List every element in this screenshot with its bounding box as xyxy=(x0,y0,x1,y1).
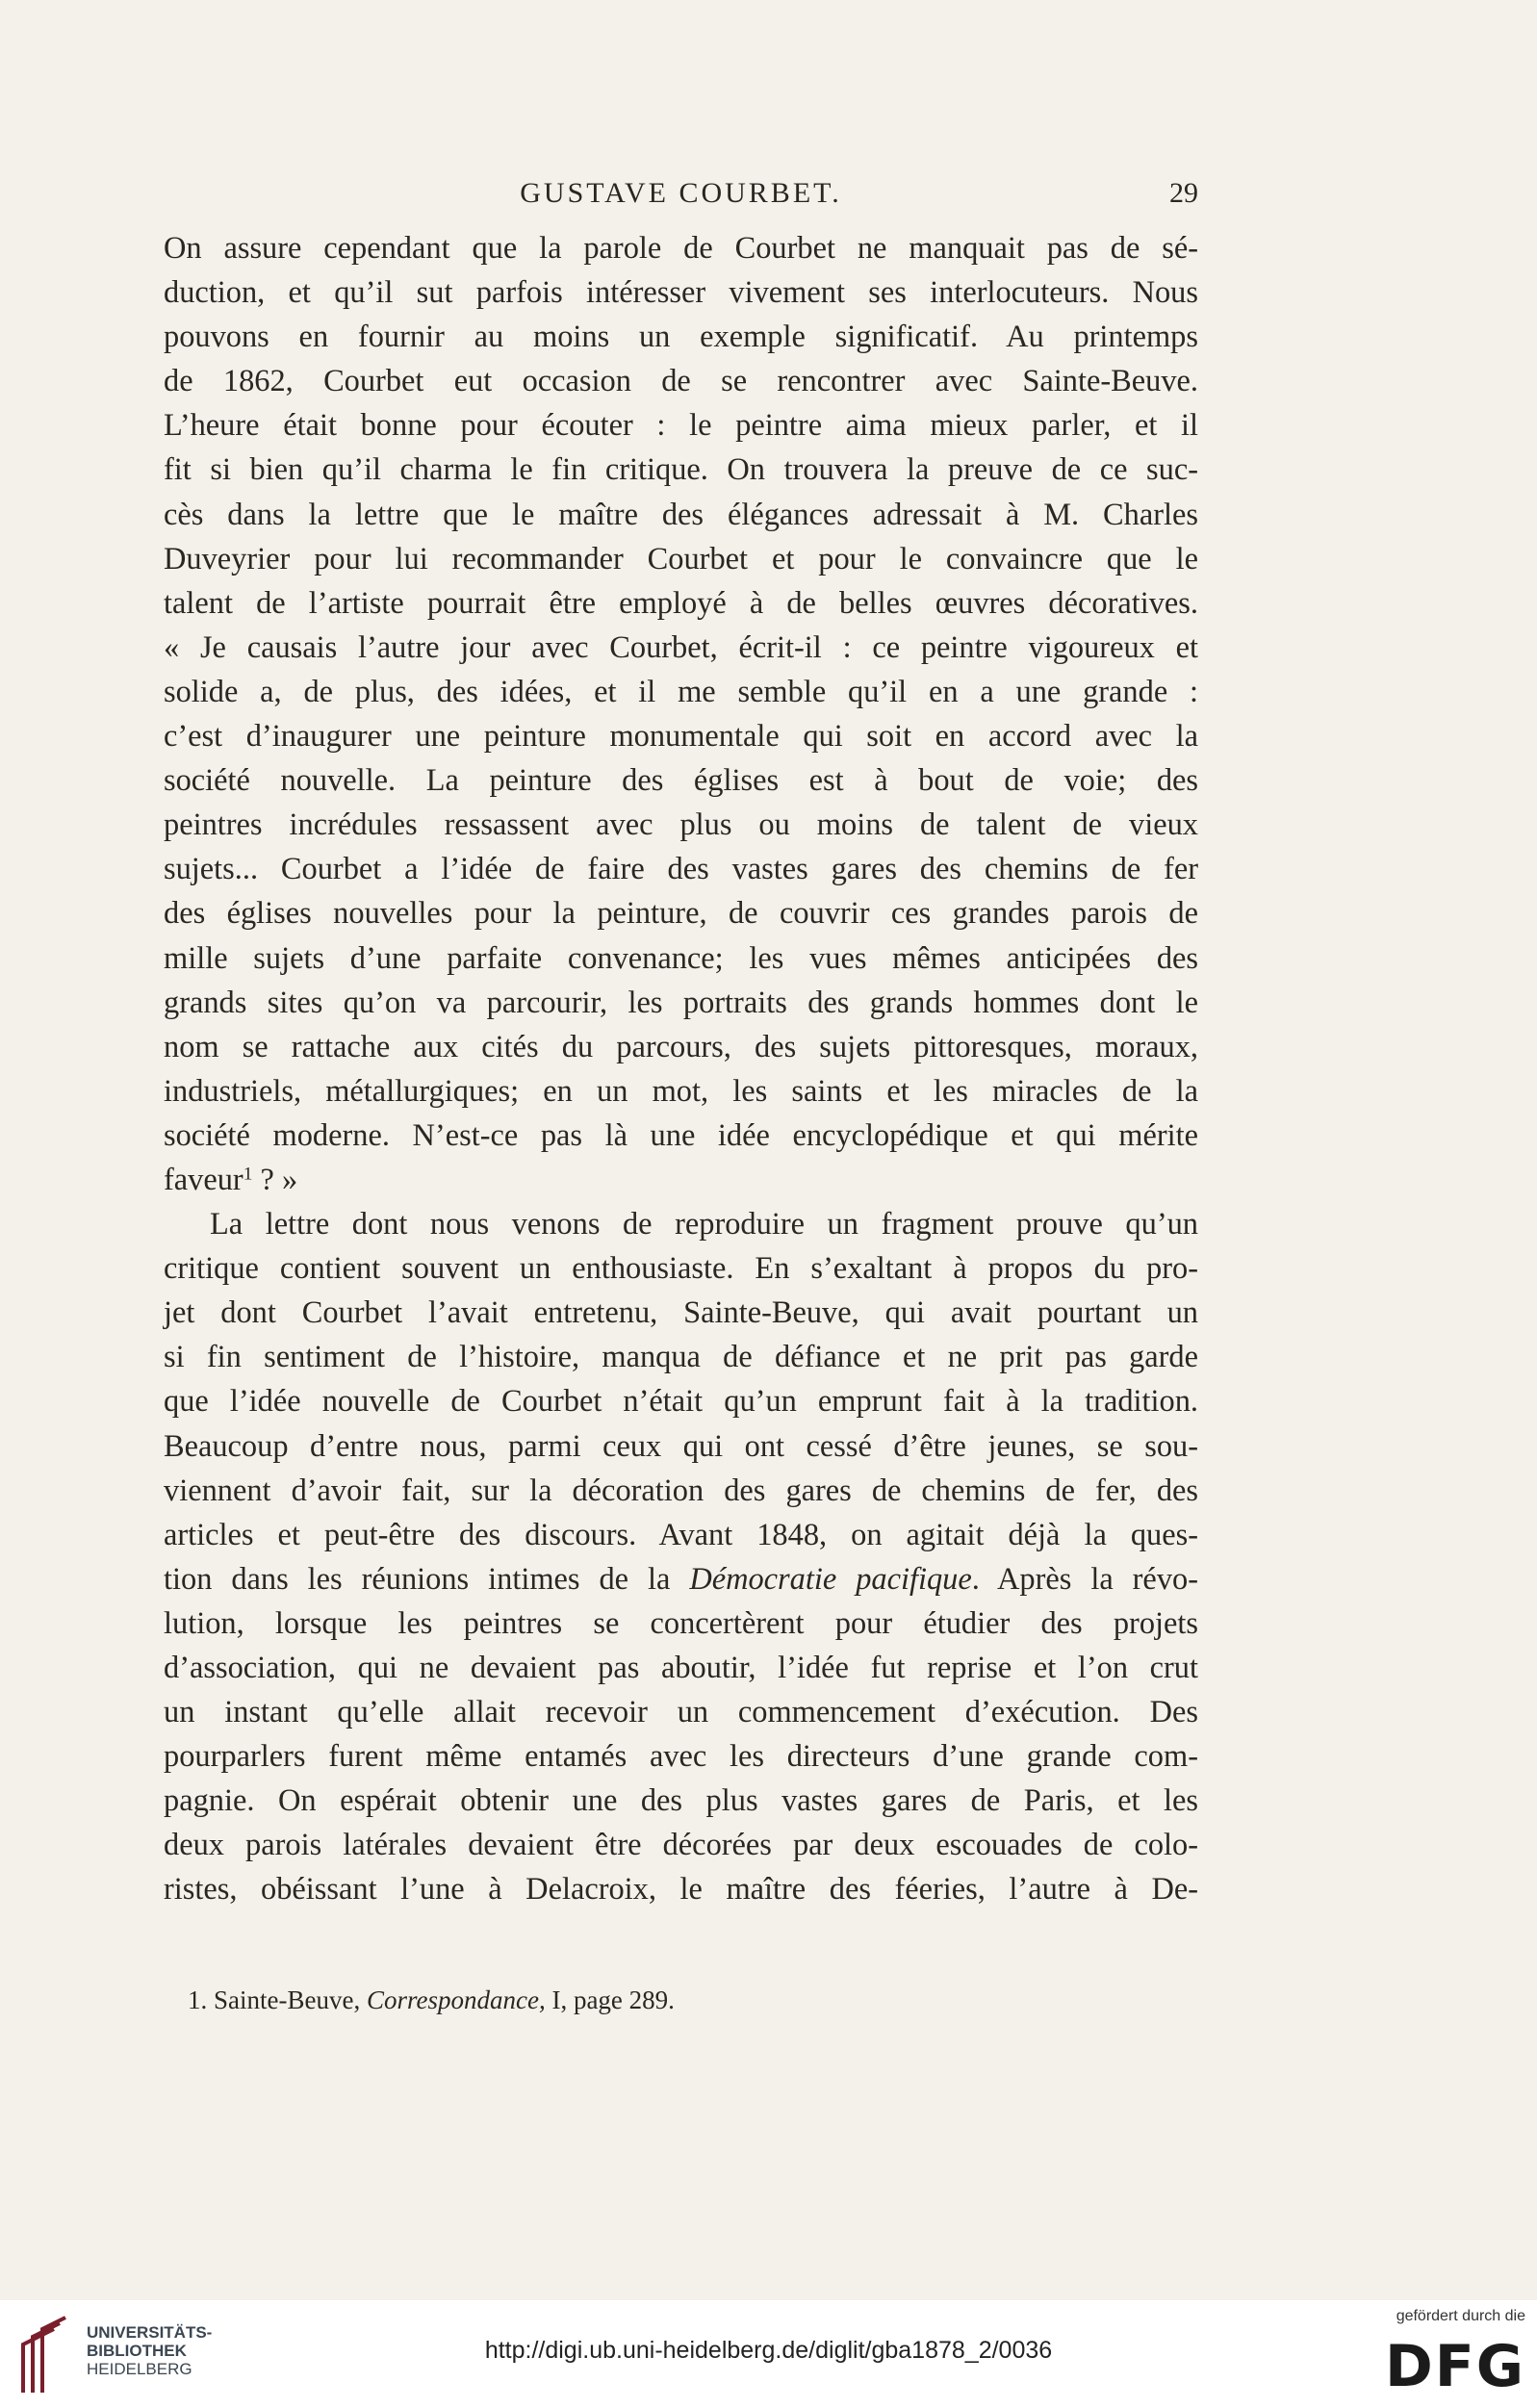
body-line xyxy=(164,1025,1198,1069)
body-line xyxy=(164,359,1198,403)
line-text: nom se rattache aux cités du parcours, des sujets pittoresques, moraux, xyxy=(164,1029,1198,1064)
line-text: talent de l’artiste pourrait être employé à de belles œuvres décoratives. xyxy=(164,585,1198,621)
line-text: industriels, métallurgiques; en un mot, les saints et les miracles de la xyxy=(164,1073,1198,1109)
line-text: deux parois latérales devaient être décorées par deux escouades de colo- xyxy=(164,1828,1198,1863)
permalink-url[interactable]: http://digi.ub.uni-heidelberg.de/diglit/gba1878_2/0036 xyxy=(484,2337,1053,2364)
line-text-continued: ? » xyxy=(252,1162,298,1197)
body-line xyxy=(164,270,1198,315)
body-line xyxy=(164,714,1198,758)
line-text: si fin sentiment de l’histoire, manqua de défiance et ne prit pas garde xyxy=(164,1340,1198,1375)
footnote xyxy=(188,1981,1198,2019)
body-line xyxy=(164,1069,1198,1114)
funding-caption: gefördert durch die xyxy=(1396,2308,1525,2324)
body-line xyxy=(164,315,1198,359)
line-text: un instant qu’elle allait recevoir un commencement d’exécution. Des xyxy=(164,1695,1198,1730)
line-text: grands sites qu’on va parcourir, les portraits des grands hommes dont le xyxy=(164,985,1198,1020)
footnote-rest: I, page 289. xyxy=(545,1985,675,2014)
line-text: c’est d’inaugurer une peinture monumentale qui soit en accord avec la xyxy=(164,719,1198,755)
page-number: 29 xyxy=(1169,177,1198,209)
body-line xyxy=(164,847,1198,891)
body-line xyxy=(164,1601,1198,1646)
body-line xyxy=(164,1513,1198,1557)
line-text: ristes, obéissant l’une à Delacroix, le maître des féeries, l’autre à De- xyxy=(164,1872,1198,1908)
line-text: sujets... Courbet a l’idée de faire des vastes gares des chemins de fer xyxy=(164,852,1198,887)
body-line xyxy=(164,803,1198,847)
body-line xyxy=(164,448,1198,492)
line-text: On assure cependant que la parole de Courbet ne manquait pas de sé- xyxy=(164,231,1198,266)
body-line xyxy=(164,1246,1198,1291)
line-text: des églises nouvelles pour la peinture, de couvrir ces grandes parois de xyxy=(164,896,1198,932)
body-line xyxy=(164,981,1198,1025)
line-text: pagnie. On espérait obtenir une des plus vastes gares de Paris, et les xyxy=(164,1783,1198,1819)
body-line xyxy=(164,936,1198,981)
dfg-logo: DFG xyxy=(1384,2333,1525,2400)
line-text: lution, lorsque les peintres se concertèrent pour étudier des projets xyxy=(164,1605,1198,1641)
body-line xyxy=(164,1779,1198,1823)
body-line xyxy=(164,493,1198,537)
body-text xyxy=(164,226,1198,1912)
body-line xyxy=(164,1823,1198,1867)
line-text: pouvons en fournir au moins un exemple significatif. Au printemps xyxy=(164,320,1198,355)
line-text: d’association, qui ne devaient pas aboutir, l’idée fut reprise et l’on crut xyxy=(164,1651,1198,1685)
body-line xyxy=(164,1557,1198,1601)
line-text: faveur xyxy=(164,1162,243,1197)
running-title: GUSTAVE COURBET. xyxy=(520,177,842,209)
line-text: La lettre dont nous venons de reproduire un fragment prouve qu’un xyxy=(210,1207,1198,1242)
line-text: viennent d’avoir fait, sur la décoration des gares de chemins de fer, des xyxy=(164,1473,1198,1508)
line-text: de 1862, Courbet eut occasion de se rencontrer avec Sainte-Beuve. xyxy=(164,364,1198,399)
line-text: que l’idée nouvelle de Courbet n’était qu’un emprunt fait à la tradition. xyxy=(164,1384,1198,1420)
running-head xyxy=(164,169,1198,218)
line-text: Beaucoup d’entre nous, parmi ceux qui ont cessé d’être jeunes, se sou- xyxy=(164,1428,1198,1464)
body-line xyxy=(164,1158,1198,1202)
line-text: critique contient souvent un enthousiaste. En s’exaltant à propos du pro- xyxy=(164,1251,1198,1287)
line-text-continued: . Après la révo- xyxy=(971,1561,1198,1597)
body-line xyxy=(164,226,1198,270)
body-line xyxy=(164,1424,1198,1469)
line-text: L’heure était bonne pour écouter : le peintre aima mieux parler, et il xyxy=(164,408,1198,444)
line-text: société nouvelle. La peinture des églises est à bout de voie; des xyxy=(164,763,1198,799)
footnote-title: Correspondance, xyxy=(366,1985,546,2014)
body-line xyxy=(164,1867,1198,1911)
body-line xyxy=(164,891,1198,935)
body-line xyxy=(164,1114,1198,1158)
body-line xyxy=(164,1690,1198,1734)
body-line xyxy=(164,626,1198,670)
body-line xyxy=(164,758,1198,803)
line-text: fit si bien qu’il charma le fin critique. On trouvera la preuve de ce suc- xyxy=(164,452,1198,488)
footnote-marker: 1. xyxy=(188,1985,208,2014)
body-line xyxy=(164,537,1198,581)
footnote-reference: 1 xyxy=(243,1164,253,1185)
line-text: mille sujets d’une parfaite convenance; les vues mêmes anticipées des xyxy=(164,940,1198,976)
body-line xyxy=(164,1734,1198,1779)
line-text: « Je causais l’autre jour avec Courbet, écrit-il : ce peintre vigoureux et xyxy=(164,629,1198,665)
line-text: pourparlers furent même entamés avec les directeurs d’une grande com- xyxy=(164,1739,1198,1775)
body-line xyxy=(164,1379,1198,1423)
body-line xyxy=(164,1291,1198,1335)
line-text: tion dans les réunions intimes de la xyxy=(164,1561,690,1597)
footnote-author: Sainte-Beuve, xyxy=(207,1985,367,2014)
body-line xyxy=(164,403,1198,448)
body-line xyxy=(164,1646,1198,1690)
body-line xyxy=(164,581,1198,626)
line-text: cès dans la lettre que le maître des élégances adressait à M. Charles xyxy=(164,497,1198,532)
line-text: articles et peut-être des discours. Avant 1848, on agitait déjà la ques- xyxy=(164,1517,1198,1552)
line-text: duction, et qu’il sut parfois intéresser vivement ses interlocuteurs. Nous xyxy=(164,275,1198,311)
library-name: UNIVERSITÄTS- BIBLIOTHEK HEIDELBERG xyxy=(87,2323,213,2378)
line-text: société moderne. N’est-ce pas là une idée encyclopédique et qui mérite xyxy=(164,1117,1198,1153)
line-text: peintres incrédules ressassent avec plus ou moins de talent de vieux xyxy=(164,807,1198,843)
line-text: Duveyrier pour lui recommander Courbet et pour le convaincre que le xyxy=(164,541,1198,576)
italic-title: Démocratie pacifique xyxy=(689,1561,972,1597)
body-line xyxy=(164,670,1198,714)
line-text: solide a, de plus, des idées, et il me semble qu’il en a une grande : xyxy=(164,674,1198,709)
body-line xyxy=(164,1469,1198,1513)
line-text: jet dont Courbet l’avait entretenu, Sainte-Beuve, qui avait pourtant un xyxy=(164,1295,1198,1331)
body-line xyxy=(164,1335,1198,1379)
body-line xyxy=(164,1202,1198,1246)
